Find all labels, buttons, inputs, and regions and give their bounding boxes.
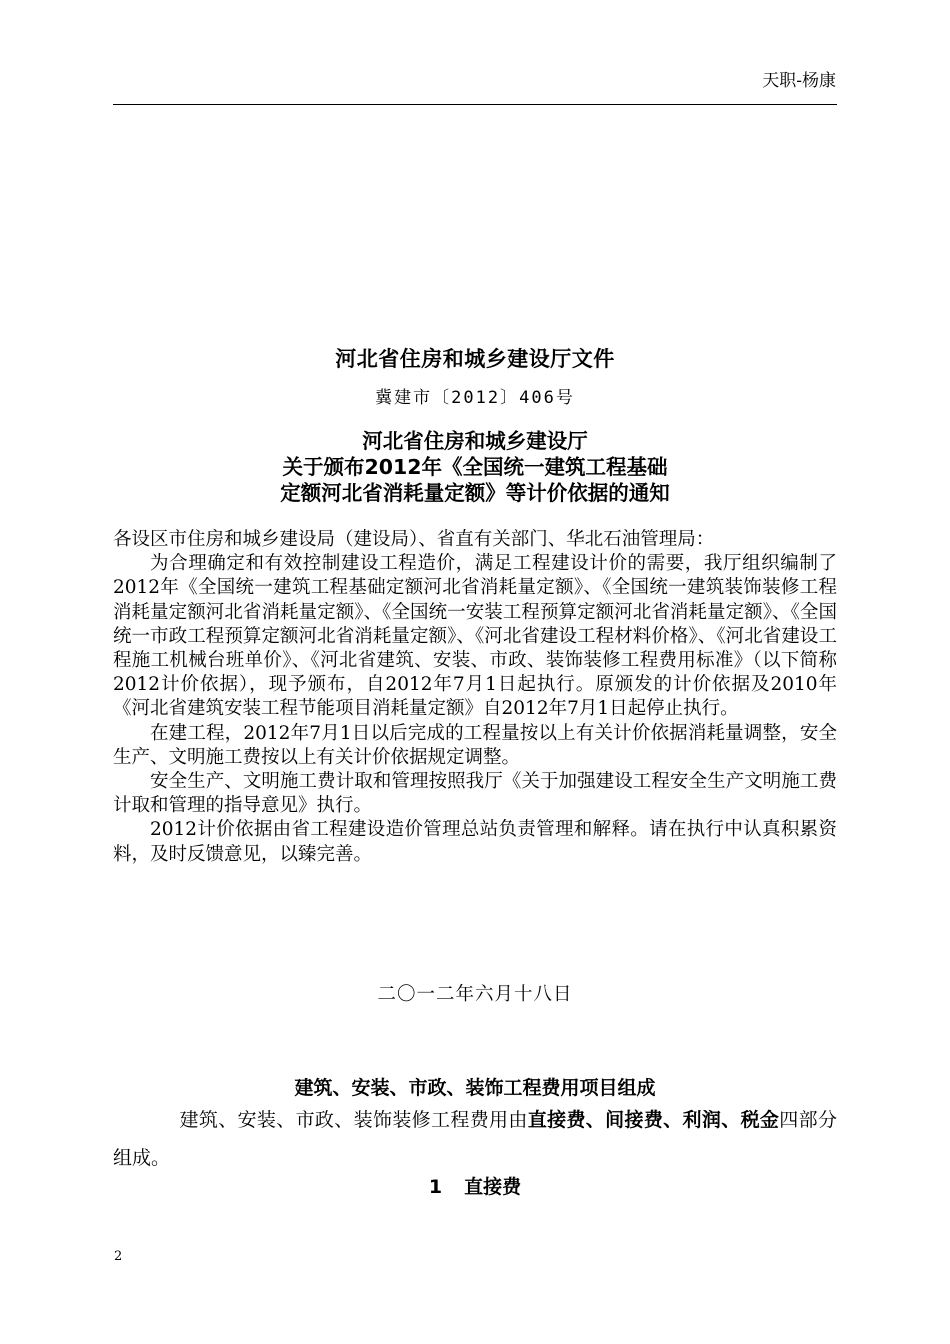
section-intro: [113, 1101, 837, 1177]
sub-heading-title: 直接费: [464, 1176, 522, 1198]
sub-heading: [113, 1172, 837, 1199]
section-intro-prefix: 建筑、安装、市政、装饰装修工程费用由: [179, 1109, 528, 1131]
issuer-title: 河北省住房和城乡建设厅文件: [335, 347, 615, 371]
body-paragraph: 安全生产、文明施工费计取和管理按照我厅《关于加强建设工程安全生产文明施工费计取和管理的指导意见》执行。: [113, 771, 837, 817]
body-paragraph: 2012计价依据由省工程建设造价管理总站负责管理和解释。请在执行中认真积累资料，及时反馈意见，以臻完善。: [113, 819, 837, 865]
salutation: 各设区市住房和城乡建设局（建设局）、省直有关部门、华北石油管理局：: [113, 529, 715, 550]
header-divider: [113, 104, 837, 105]
notice-title-line: 定额河北省消耗量定额》等计价依据的通知: [280, 481, 670, 505]
page-number: 2: [114, 1249, 123, 1264]
notice-title: [113, 428, 837, 506]
notice-title-line: 河北省住房和城乡建设厅: [362, 429, 588, 453]
section-intro-bold: 直接费、间接费、利润、税金: [527, 1109, 780, 1131]
notice-body: [113, 528, 837, 867]
sub-heading-number: 1: [428, 1176, 443, 1198]
issue-date: 二〇一二年六月十八日: [377, 984, 573, 1005]
page-header: 天职-杨康: [762, 71, 836, 91]
body-paragraph: 在建工程，2012年7月1日以后完成的工程量按以上有关计价依据消耗量调整，安全生产、文明施工费按以上有关计价依据规定调整。: [113, 722, 837, 768]
section-title: 建筑、安装、市政、装饰工程费用项目组成: [294, 1077, 656, 1099]
notice-title-line: 关于颁布2012年《全国统一建筑工程基础: [282, 455, 668, 479]
body-paragraph: 为合理确定和有效控制建设工程造价，满足工程建设计价的需要，我厅组织编制了2012年《全国统一建筑工程基础定额河北省消耗量定额》、《全国统一建筑装饰装修工程消耗量定额河北省消耗量定额》、《全国统一安装工程预算定额河北省消耗量定额》、《全国统一市政工程预算定额河北省消耗量定额》、《河北省建设工程材料价格》、《河北省建设工程施工机械台班单价》、《河北省建筑、安装、市政、装饰装修工程费用标准》（以下简称2012计价依据），现予颁布，自2012年7月1日起执行。原颁发的计价依据及2010年《河北省建筑安装工程节能项目消耗量定额》自2012年7月1日起停止执行。: [113, 553, 837, 720]
section-intro-suffix: 四部分组成。: [113, 1109, 837, 1169]
document-number: 冀建市〔2012〕406号: [375, 388, 575, 408]
